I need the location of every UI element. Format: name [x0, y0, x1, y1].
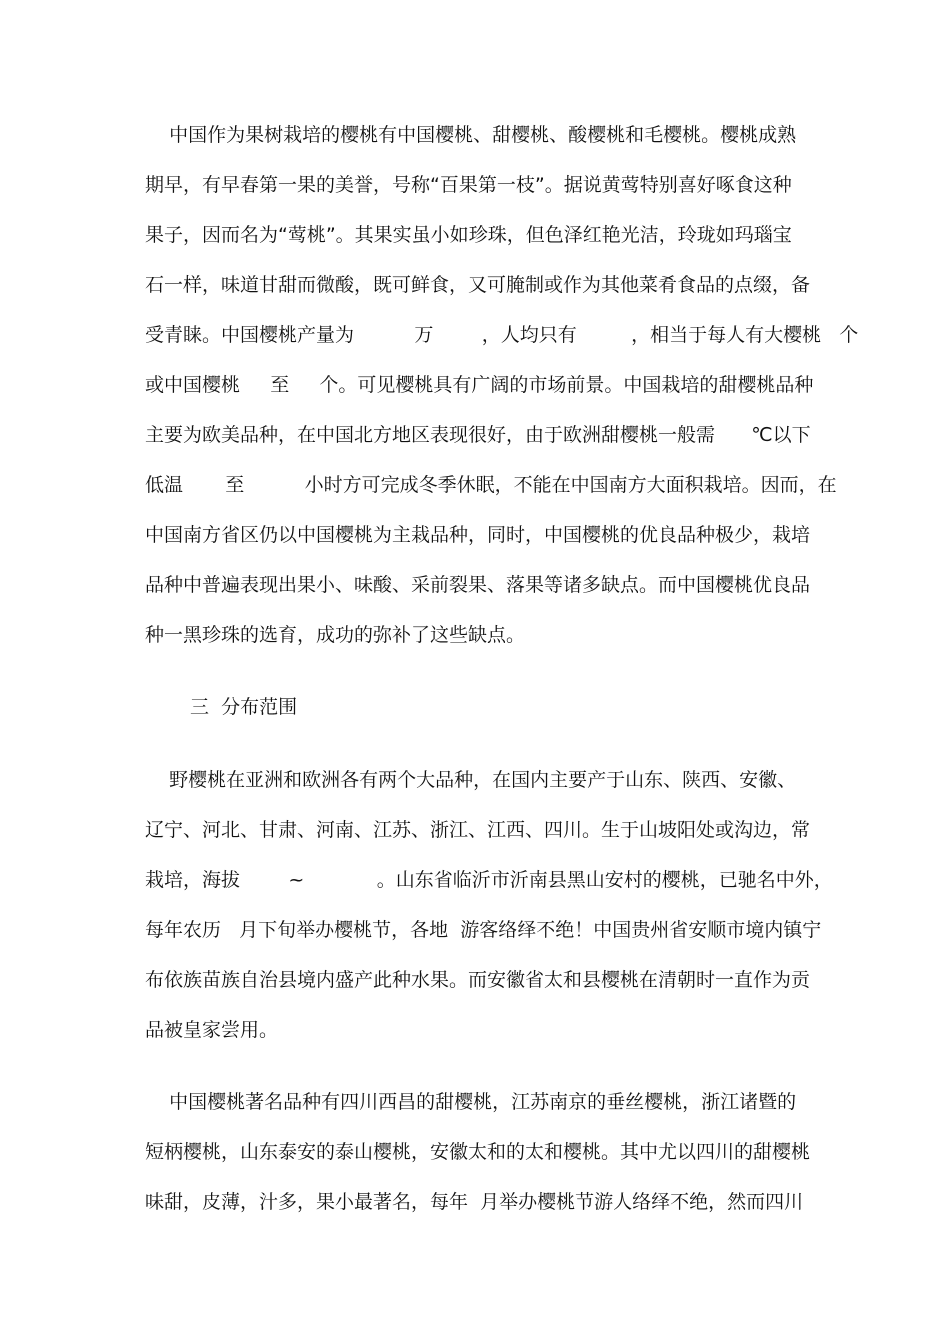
- paragraph-2-line-2: 辽宁、河北、甘肃、河南、江苏、浙江、江西、四川。生于山坡阳处或沟边，常: [145, 819, 811, 841]
- paragraph-3-line-2: 短柄樱桃，山东泰安的泰山樱桃，安徽太和的太和樱桃。其中尤以四川的甜樱桃: [145, 1141, 811, 1163]
- paragraph-1-line-7: 主要为欧美品种，在中国北方地区表现很好，由于欧洲甜樱桃一般需 ℃以下: [145, 424, 811, 446]
- section-heading: 三 分布范围: [190, 696, 298, 718]
- paragraph-2-line-5: 布依族苗族自治县境内盛产此种水果。而安徽省太和县樱桃在清朝时一直作为贡: [145, 969, 811, 991]
- paragraph-1-line-5: 受青睐。中国樱桃产量为 万 ，人均只有 ，相当于每人有大樱桃 个: [145, 324, 859, 346]
- paragraph-1-line-8: 低温 至 小时方可完成冬季休眠，不能在中国南方大面积栽培。因而，在: [145, 474, 837, 496]
- paragraph-1-line-11: 种一黑珍珠的选育，成功的弥补了这些缺点。: [145, 624, 526, 646]
- paragraph-3-line-1: 中国樱桃著名品种有四川西昌的甜樱桃，江苏南京的垂丝樱桃，浙江诸暨的: [145, 1091, 797, 1113]
- paragraph-2-line-4: 每年农历 月下旬举办樱桃节，各地 游客络绎不绝！中国贵州省安顺市境内镇宁: [145, 919, 822, 941]
- paragraph-2-line-1: 野樱桃在亚洲和欧洲各有两个大品种，在国内主要产于山东、陕西、安徽、: [145, 769, 797, 791]
- paragraph-1-line-9: 中国南方省区仍以中国樱桃为主栽品种，同时，中国樱桃的优良品种极少，栽培: [145, 524, 811, 546]
- paragraph-2-line-3: 栽培，海拔 ~ 。山东省临沂市沂南县黑山安村的樱桃，已驰名中外，: [145, 869, 833, 891]
- paragraph-1-line-6: 或中国樱桃 至 个。可见樱桃具有广阔的市场前景。中国栽培的甜樱桃品种: [145, 374, 814, 396]
- paragraph-1-line-4: 石一样，味道甘甜而微酸，既可鲜食，又可腌制或作为其他菜肴食品的点缀，备: [145, 274, 811, 296]
- paragraph-3-line-3: 味甜，皮薄，汁多，果小最著名，每年 月举办樱桃节游人络绎不绝，然而四川: [145, 1191, 804, 1213]
- paragraph-1-line-2: 期早，有早春第一果的美誉，号称“百果第一枝”。据说黄莺特别喜好啄食这种: [145, 174, 792, 196]
- paragraph-1-line-3: 果子，因而名为“莺桃”。其果实虽小如珍珠，但色泽红艳光洁，玲珑如玛瑙宝: [145, 224, 792, 246]
- paragraph-1-line-10: 品种中普遍表现出果小、味酸、采前裂果、落果等诸多缺点。而中国樱桃优良品: [145, 574, 811, 596]
- paragraph-1-line-1: 中国作为果树栽培的樱桃有中国樱桃、甜樱桃、酸樱桃和毛樱桃。樱桃成熟: [145, 124, 797, 146]
- paragraph-2-line-6: 品被皇家尝用。: [145, 1019, 279, 1041]
